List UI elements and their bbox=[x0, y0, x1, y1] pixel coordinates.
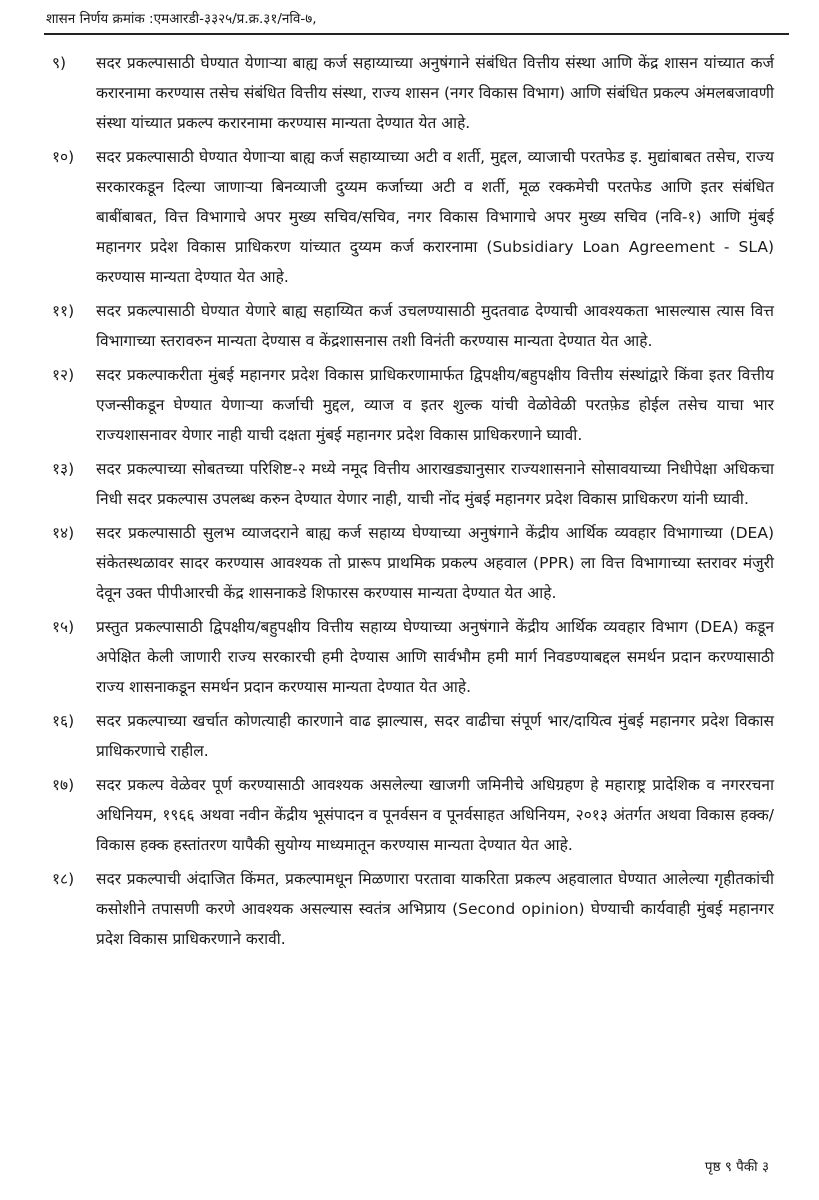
clause-number: १५) bbox=[52, 618, 75, 636]
clause-text: सदर प्रकल्पासाठी घेण्यात येणाऱ्या बाह्य कर्ज सहाय्याच्या अटी व शर्ती, मुद्दल, व्याजाची परतफेड इ. मुद्यांबाबत तसेच, राज्य सरकारकडून दिल्या जाणाऱ्या बिनव्याजी दुय्यम कर्जाच्या अटी व शर्ती, मूळ रक्कमेची परतफेड आणि इतर संबंधित बाबींबाबत, वित्त विभागाचे अपर मुख्य सचिव/सचिव, नगर विकास विभागाचे अपर मुख्य सचिव (नवि-१) आणि मुंबई महानगर प्रदेश विकास प्राधिकरण यांच्यात दुय्यम कर्ज करारनामा (Subsidiary Loan Agreement - SLA) करण्यास मान्यता देण्यात येत आहे. bbox=[96, 148, 774, 286]
clause-text: सदर प्रकल्पासाठी घेण्यात येणारे बाह्य सहाय्यित कर्ज उचलण्यासाठी मुदतवाढ देण्याची आवश्यकता भासल्यास त्यास वित्त विभागाच्या स्तरावरुन मान्यता देण्यास व केंद्रशासनास तशी विनंती करण्यास मान्यता देण्यात येत आहे. bbox=[96, 302, 774, 350]
clause-15 bbox=[52, 612, 774, 702]
document-reference: शासन निर्णय क्रमांक :एमआरडी-३३२५/प्र.क्र.३१/नवि-७, bbox=[46, 11, 317, 27]
clause-number: ११) bbox=[52, 302, 75, 320]
clause-18 bbox=[52, 864, 774, 954]
clause-text: सदर प्रकल्पासाठी सुलभ व्याजदराने बाह्य कर्ज सहाय्य घेण्याच्या अनुषंगाने केंद्रीय आर्थिक व्यवहार विभागाच्या (DEA) संकेतस्थळावर सादर करण्यास आवश्यक तो प्रारूप प्राथमिक प्रकल्प अहवाल (PPR) ला वित्त विभागाच्या स्तरावर मंजुरी देवून उक्त पीपीआरची केंद्र शासनाकडे शिफारस करण्यास मान्यता देण्यात येत आहे. bbox=[96, 524, 774, 602]
clause-number: १७) bbox=[52, 776, 75, 794]
clause-17 bbox=[52, 770, 774, 860]
clause-16 bbox=[52, 706, 774, 766]
page-number: पृष्ठ ९ पैकी ३ bbox=[704, 1159, 769, 1175]
clause-text: सदर प्रकल्पाची अंदाजित किंमत, प्रकल्पामधून मिळणारा परतावा याकरिता प्रकल्प अहवालात घेण्यात आलेल्या गृहीतकांची कसोशीने तपासणी करणे आवश्यक असल्यास स्वतंत्र अभिप्राय (Second opinion) घेण्याची कार्यवाही मुंबई महानगर प्रदेश विकास प्राधिकरणाने करावी. bbox=[96, 870, 774, 948]
clause-number: १४) bbox=[52, 524, 75, 542]
clause-number: १०) bbox=[52, 148, 75, 166]
clause-text: प्रस्तुत प्रकल्पासाठी द्विपक्षीय/बहुपक्षीय वित्तीय सहाय्य घेण्याच्या अनुषंगाने केंद्रीय आर्थिक व्यवहार विभाग (DEA) कडून अपेक्षित केली जाणारी राज्य सरकारची हमी देण्यास आणि सार्वभौम हमी मार्ग निवडण्याबद्दल समर्थन प्रदान करण्यासाठी राज्य शासनाकडून समर्थन प्रदान करण्यास मान्यता देण्यात येत आहे. bbox=[96, 618, 774, 696]
clause-text: सदर प्रकल्पासाठी घेण्यात येणाऱ्या बाह्य कर्ज सहाय्याच्या अनुषंगाने संबंधित वित्तीय संस्था आणि केंद्र शासन यांच्यात कर्ज करारनामा करण्यास तसेच संबंधित वित्तीय संस्था, राज्य शासन (नगर विकास विभाग) आणि संबंधित प्रकल्प अंमलबजावणी संस्था यांच्यात प्रकल्प करारनामा करण्यास मान्यता देण्यात येत आहे. bbox=[96, 54, 774, 132]
clause-text: सदर प्रकल्प वेळेवर पूर्ण करण्यासाठी आवश्यक असलेल्या खाजगी जमिनीचे अधिग्रहण हे महाराष्ट्र प्रादेशिक व नगररचना अधिनियम, १९६६ अथवा नवीन केंद्रीय भूसंपादन व पूनर्वसन व पूनर्वसाहत अधिनियम, २०१३ अंतर्गत अथवा विकास हक्क/विकास हक्क हस्तांतरण यापैकी सुयोग्य माध्यमातून करण्यास मान्यता देण्यात येत आहे. bbox=[96, 776, 774, 854]
clause-number: ९) bbox=[52, 54, 67, 72]
clause-text: सदर प्रकल्पाकरीता मुंबई महानगर प्रदेश विकास प्राधिकरणामार्फत द्विपक्षीय/बहुपक्षीय वित्तीय संस्थांद्वारे किंवा इतर वित्तीय एजन्सीकडून घेण्यात येणाऱ्या कर्जाची मुद्दल, व्याज व इतर शुल्क यांची वेळोवेळी परतफ़ेड होईल तसेच याचा भार राज्यशासनावर येणार नाही याची दक्षता मुंबई महानगर प्रदेश विकास प्राधिकरणाने घ्यावी. bbox=[96, 366, 774, 444]
clause-12 bbox=[52, 360, 774, 450]
clause-text: सदर प्रकल्पाच्या खर्चात कोणत्याही कारणाने वाढ झाल्यास, सदर वाढीचा संपूर्ण भार/दायित्व मुंबई महानगर प्रदेश विकास प्राधिकरणाचे राहील. bbox=[96, 712, 774, 760]
clause-number: १६) bbox=[52, 712, 75, 730]
clause-13 bbox=[52, 454, 774, 514]
header-rule bbox=[44, 33, 789, 35]
clause-list bbox=[52, 48, 774, 958]
clause-14 bbox=[52, 518, 774, 608]
clause-11 bbox=[52, 296, 774, 356]
clause-number: १३) bbox=[52, 460, 75, 478]
clause-number: १२) bbox=[52, 366, 75, 384]
clause-text: सदर प्रकल्पाच्या सोबतच्या परिशिष्ट-२ मध्ये नमूद वित्तीय आराखड्यानुसार राज्यशासनाने सोसावयाच्या निधीपेक्षा अधिकचा निधी सदर प्रकल्पास उपलब्ध करुन देण्यात येणार नाही, याची नोंद मुंबई महानगर प्रदेश विकास प्राधिकरण यांनी घ्यावी. bbox=[96, 460, 774, 508]
clause-9 bbox=[52, 48, 774, 138]
clause-10 bbox=[52, 142, 774, 292]
clause-number: १८) bbox=[52, 870, 75, 888]
